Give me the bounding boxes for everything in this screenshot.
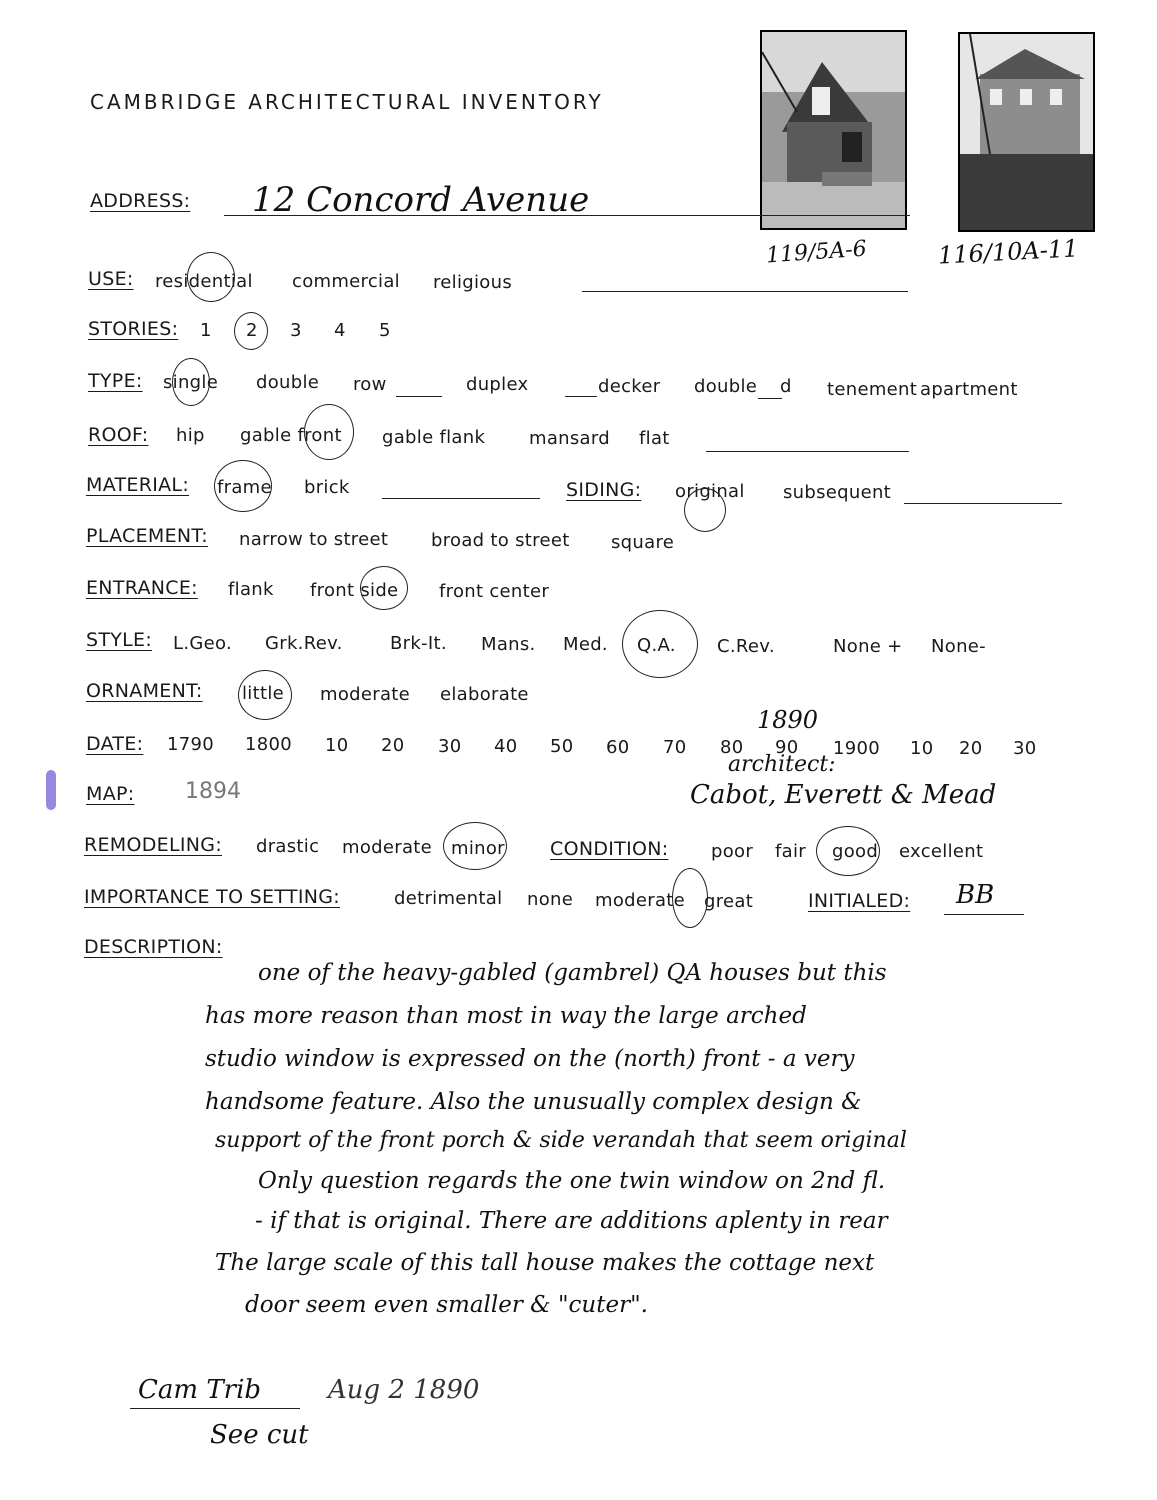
importance-selection-circle: [672, 868, 708, 928]
date-option-1800: 1800: [245, 734, 293, 755]
ornament-option-little: little: [242, 683, 284, 704]
remodeling-option-drastic: drastic: [256, 836, 320, 857]
initialed-line: [944, 914, 1024, 915]
description-line: Only question regards the one twin window on 2nd fl.: [258, 1168, 886, 1194]
type-option-double: double: [256, 372, 320, 393]
description-line: handsome feature. Also the unusually complex design &: [205, 1089, 862, 1115]
roof-option-gable-front: gable front: [240, 425, 342, 446]
importance-option-detrimental: detrimental: [394, 888, 503, 909]
use-option-religious: religious: [433, 272, 513, 293]
entrance-selection-circle: [360, 566, 408, 610]
remodeling-option-moderate: moderate: [342, 837, 433, 858]
date-option-1900: 1900: [833, 738, 881, 759]
type-option-tenement: tenement: [827, 379, 918, 400]
type-option-duplex: duplex: [466, 374, 529, 395]
use-option-commercial: commercial: [292, 271, 400, 292]
stories-option-4: 4: [334, 320, 346, 341]
material-selection-circle: [214, 460, 272, 512]
importance-option-none: none: [527, 889, 574, 910]
type-option-apartment: apartment: [920, 379, 1018, 400]
description-line: one of the heavy-gabled (gambrel) QA houses but this: [258, 960, 887, 986]
address-value: 12 Concord Avenue: [252, 180, 590, 220]
material-option-brick: brick: [304, 477, 350, 498]
siding-other-line: [904, 503, 1062, 504]
type-selection-circle: [172, 358, 210, 406]
initialed-label: INITIALED:: [808, 890, 911, 912]
style-option-qa: Q.A.: [637, 635, 676, 656]
style-option-med: Med.: [563, 634, 608, 655]
condition-label: CONDITION:: [550, 838, 669, 860]
stories-option-1: 1: [200, 320, 212, 341]
date-option-80: 80: [720, 737, 744, 758]
house-photo-2: [958, 32, 1095, 232]
type-option-row: row: [353, 374, 387, 395]
entrance-option-flank: flank: [228, 579, 274, 600]
entrance-option-front-side: front side: [310, 580, 399, 601]
condition-selection-circle: [816, 826, 880, 876]
description-line: The large scale of this tall house makes the cottage next: [215, 1250, 875, 1276]
date-option-10: 10: [325, 735, 349, 756]
stories-option-5: 5: [379, 320, 391, 341]
photo-1-label: 119/5A-6: [765, 236, 868, 269]
use-other-line: [582, 291, 908, 292]
description-label: DESCRIPTION:: [84, 936, 223, 958]
siding-selection-circle: [684, 488, 726, 532]
ornament-selection-circle: [238, 670, 292, 720]
style-option-mans: Mans.: [481, 634, 536, 655]
roof-option-mansard: mansard: [529, 428, 610, 449]
address-label: ADDRESS:: [90, 190, 191, 212]
source-date: Aug 2 1890: [328, 1375, 480, 1405]
page-title: CAMBRIDGE ARCHITECTURAL INVENTORY: [90, 90, 604, 114]
ornament-label: ORNAMENT:: [86, 680, 203, 702]
source-note: Cam Trib: [138, 1375, 262, 1405]
initialed-value: BB: [956, 880, 995, 910]
description-line: studio window is expressed on the (north) front - a very: [205, 1046, 855, 1072]
date-option-1910: 10: [910, 738, 934, 759]
source-note-underline: [130, 1408, 300, 1409]
use-selection-circle: [187, 252, 235, 302]
material-option-frame: frame: [217, 477, 272, 498]
condition-option-fair: fair: [775, 841, 806, 862]
architect-heading: architect:: [728, 752, 836, 777]
siding-option-original: original: [675, 481, 745, 502]
style-option-brkit: Brk-It.: [390, 633, 447, 654]
roof-label: ROOF:: [88, 424, 149, 446]
roof-option-hip: hip: [176, 425, 205, 446]
architect-names: Cabot, Everett & Mead: [690, 780, 997, 810]
type-option-d: d: [780, 376, 792, 397]
type-label: TYPE:: [88, 370, 143, 392]
date-option-70: 70: [663, 737, 687, 758]
remodeling-label: REMODELING:: [84, 834, 223, 856]
condition-option-excellent: excellent: [899, 841, 984, 862]
date-option-20: 20: [381, 735, 405, 756]
stories-option-2: 2: [246, 320, 258, 341]
map-label: MAP:: [86, 783, 135, 805]
importance-option-moderate: moderate: [595, 890, 686, 911]
date-option-40: 40: [494, 736, 518, 757]
style-label: STYLE:: [86, 629, 153, 651]
date-option-1930: 30: [1013, 738, 1037, 759]
type-option-decker: decker: [598, 376, 661, 397]
ornament-option-moderate: moderate: [320, 684, 411, 705]
placement-option-square: square: [611, 532, 675, 553]
description-line: support of the front porch & side verandah that seem original: [215, 1128, 907, 1153]
remodeling-selection-circle: [443, 822, 507, 870]
remodeling-option-minor: minor: [451, 838, 505, 859]
ornament-option-elaborate: elaborate: [440, 684, 529, 705]
siding-option-subsequent: subsequent: [783, 482, 892, 503]
description-line: - if that is original. There are additions aplenty in rear: [255, 1208, 888, 1234]
type-decker-line: [565, 396, 597, 397]
roof-other-line: [706, 451, 909, 452]
stories-option-3: 3: [290, 320, 302, 341]
date-option-90: 90: [775, 737, 799, 758]
importance-label: IMPORTANCE TO SETTING:: [84, 886, 340, 908]
material-label: MATERIAL:: [86, 474, 190, 496]
date-label: DATE:: [86, 733, 144, 755]
date-handwritten: 1890: [757, 706, 819, 734]
type-double-decker-line: [758, 398, 782, 399]
style-option-grkrev: Grk.Rev.: [265, 633, 343, 654]
entrance-option-front-center: front center: [439, 581, 550, 602]
use-label: USE:: [88, 268, 134, 290]
stories-selection-circle: [234, 312, 268, 350]
roof-selection-circle: [304, 404, 354, 460]
placement-label: PLACEMENT:: [86, 525, 208, 547]
see-cut-note: See cut: [210, 1420, 309, 1450]
condition-option-good: good: [832, 841, 879, 862]
date-option-50: 50: [550, 736, 574, 757]
placement-option-broad: broad to street: [431, 530, 570, 551]
use-option-residential: residential: [155, 271, 253, 292]
map-value: 1894: [185, 779, 241, 804]
style-selection-circle: [622, 610, 698, 678]
photo-2-label: 116/10A-11: [937, 234, 1080, 270]
style-option-none-minus: None-: [931, 636, 986, 657]
date-option-1920: 20: [959, 738, 983, 759]
description-line: door seem even smaller & "cuter".: [245, 1292, 648, 1318]
margin-mark: [46, 770, 56, 810]
date-option-60: 60: [606, 737, 630, 758]
type-option-double-decker: double: [694, 376, 758, 397]
description-line: has more reason than most in way the large arched: [205, 1003, 807, 1029]
type-option-single: single: [163, 372, 219, 393]
date-option-1790: 1790: [167, 734, 215, 755]
siding-label: SIDING:: [566, 479, 642, 501]
placement-option-narrow: narrow to street: [239, 529, 389, 550]
house-photo-1: [760, 30, 907, 230]
style-option-none-plus: None +: [833, 636, 903, 657]
date-option-30: 30: [438, 736, 462, 757]
style-option-lgeo: L.Geo.: [173, 633, 232, 654]
type-row-line: [396, 396, 442, 397]
material-other-line: [382, 498, 540, 499]
roof-option-flat: flat: [639, 428, 670, 449]
style-option-crev: C.Rev.: [717, 636, 775, 657]
stories-label: STORIES:: [88, 318, 179, 340]
condition-option-poor: poor: [711, 841, 754, 862]
importance-option-great: great: [704, 891, 754, 912]
entrance-label: ENTRANCE:: [86, 577, 198, 599]
roof-option-gable-flank: gable flank: [382, 427, 486, 448]
